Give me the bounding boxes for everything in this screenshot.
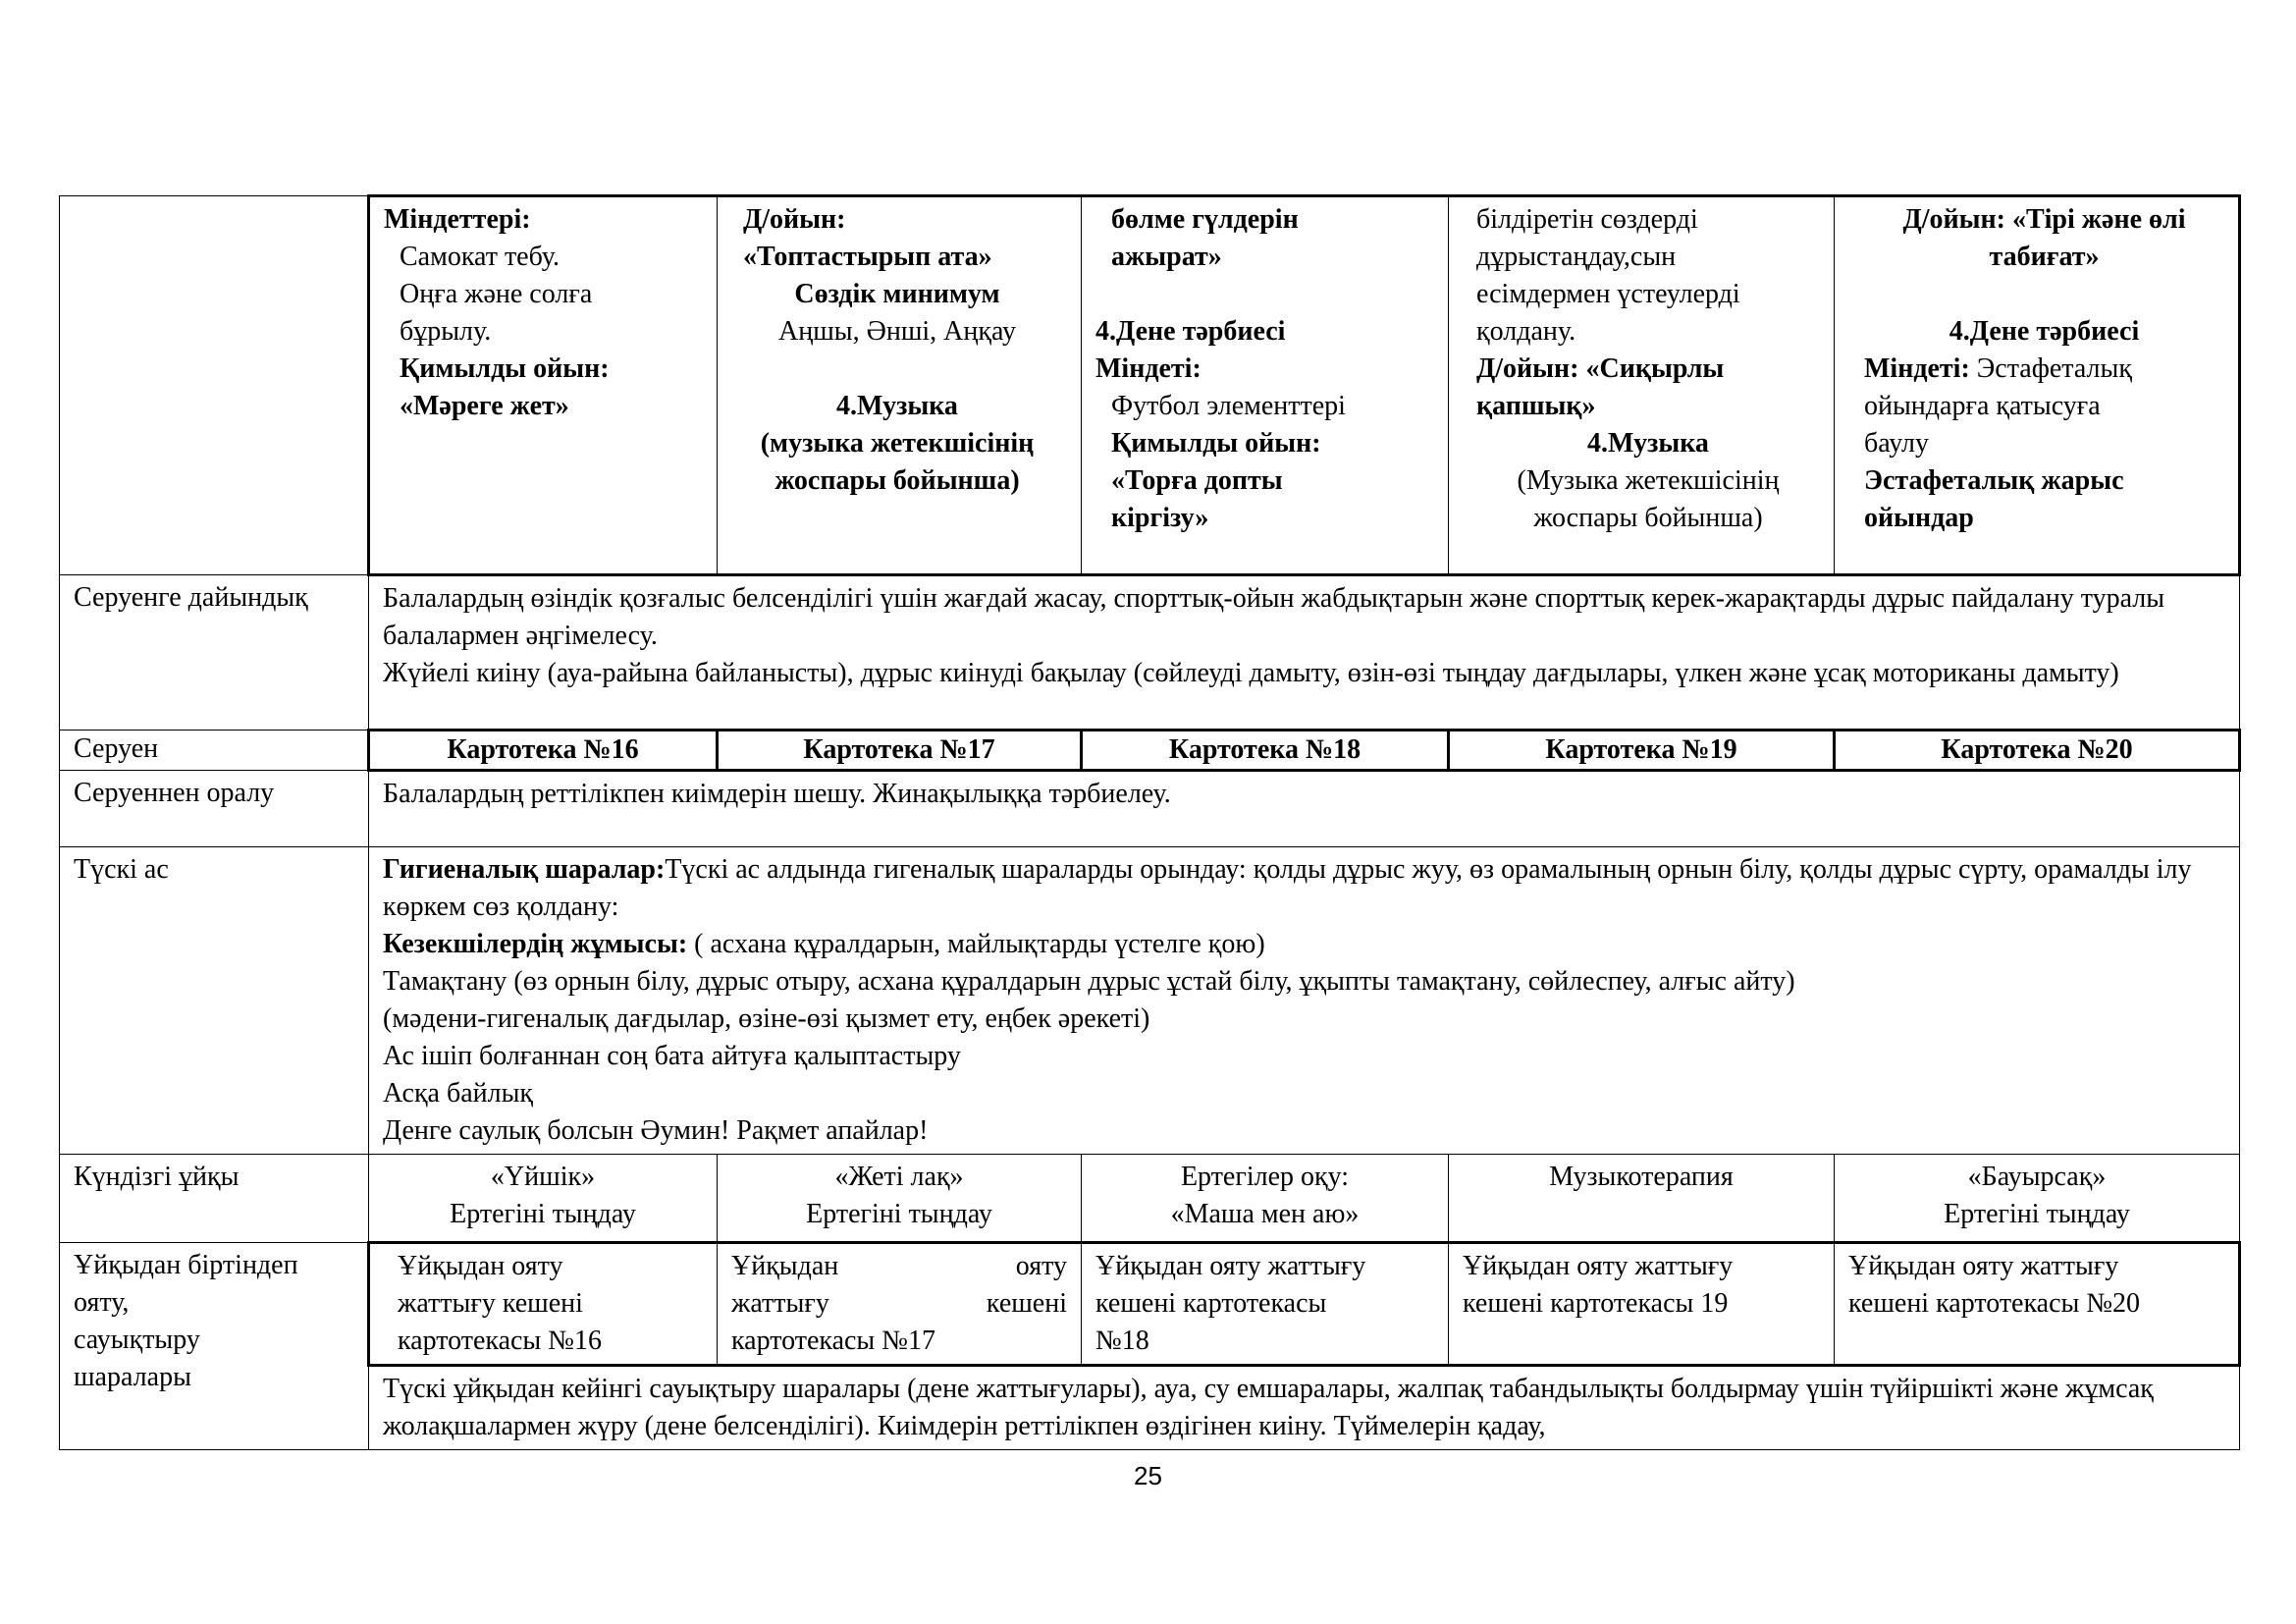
thu-line-5: Д/ойын: «Сиқырлы — [1476, 353, 1725, 384]
walk-label — [60, 731, 369, 771]
walk-card-thu: Картотека №19 — [1449, 731, 1835, 771]
lunch-duty-text: ( асхана құралдарын, майлықтарды үстелге қою) — [687, 929, 1265, 959]
tasks-tuesday — [718, 196, 1082, 575]
wake-thursday — [1449, 1243, 1835, 1366]
fri-line-4: 4.Дене тәрбиесі — [1949, 316, 2140, 347]
nap-label-text: Күндізгі ұйқы — [74, 1162, 240, 1192]
lunch-hygiene-title: Гигиеналық шаралар: — [383, 854, 666, 885]
thu-line-9: жоспары бойынша) — [1533, 503, 1763, 533]
nap-thursday — [1449, 1155, 1835, 1243]
wed-line-2: ажырат» — [1111, 242, 1222, 272]
wake-wed-3: №18 — [1095, 1326, 1149, 1356]
nap-monday — [369, 1155, 718, 1243]
tue-line-4: Аңшы, Әнші, Аңқау — [778, 316, 1016, 347]
nap-mon-2: Ертегіні тыңдау — [450, 1199, 636, 1229]
thu-line-6: қапшық» — [1476, 391, 1596, 421]
tasks-thursday — [1449, 196, 1835, 575]
wake-mon-1: Ұйқыдан ояту — [398, 1251, 563, 1281]
wake-thu-2: кешені картотекасы 19 — [1463, 1288, 1729, 1319]
wed-line-8: «Торға допты — [1111, 465, 1283, 496]
tue-gap — [743, 351, 1051, 388]
mon-line-1: Міндеттері: — [384, 204, 531, 235]
walk-prep-text-2: Жүйелі киіну (ауа-райына байланысты), дұрыс киінуді бақылау (сөйлеуді дамыту, өзін-өзі тыңдау дағдылары, үлкен және ұсақ моториканы дамыту) — [383, 658, 2119, 688]
tue-line-8: жоспары бойынша) — [774, 465, 1020, 496]
tue-line-6: 4.Музыка — [836, 391, 958, 421]
fri-line-5-rest: Эстафеталық — [1969, 353, 2132, 384]
wake-tue-2: жаттығу кешені — [731, 1288, 1067, 1319]
wed-line-7: Қимылды ойын: — [1111, 428, 1321, 459]
fri-line-7: баулу — [1864, 428, 1929, 459]
wake-label-2: ояту, — [74, 1287, 130, 1318]
wake-tue-3: картотекасы №17 — [731, 1326, 935, 1356]
wed-line-1: бөлме гүлдерін — [1111, 204, 1299, 235]
walk-card-mon: Картотека №16 — [369, 731, 718, 771]
lunch-bless: Ас ішіп болғаннан соң бата айтуға қалыптастыру — [383, 1041, 961, 1071]
walk-card-fri: Картотека №20 — [1835, 731, 2240, 771]
lunch-hygiene-text: Түскі ас алдында гигеналық шараларды орындау: қолды дұрыс жуу, өз орамалының орнын білу, қолды дұрыс сүрту, орамалды ілу көркем сөз қолдану: — [383, 854, 2192, 922]
mon-line-3: Оңға және солға — [400, 279, 593, 309]
lunch-plenty: Асқа байлық — [383, 1078, 534, 1109]
return-content: Балалардың реттілікпен киімдерін шешу. Жинақылыққа тәрбиелеу. — [369, 771, 2240, 847]
wake-wednesday — [1082, 1243, 1449, 1366]
tue-line-2: «Топтастырып ата» — [743, 242, 992, 272]
fri-line-1: Д/ойын: «Тірі және өлі — [1902, 204, 2186, 235]
tue-line-1: Д/ойын: — [743, 204, 846, 235]
tasks-friday — [1835, 196, 2240, 575]
mon-line-4: бұрылу. — [400, 316, 492, 347]
thu-line-2: дұрыстаңдау,сын — [1476, 242, 1677, 272]
mon-line-2: Самокат тебу. — [400, 242, 560, 272]
mon-line-6: «Мәреге жет» — [400, 391, 569, 421]
health-content: Түскі ұйқыдан кейінгі сауықтыру шаралары (дене жаттығулары), ауа, су емшаралары, жалпақ табандылықты болдырмау үшін түйіршікті және жұмсақ жолақшалармен жүру (дене белсенділігі). Киімдерін реттілікпен өздігінен киіну. Түймелерін қадау, — [369, 1366, 2240, 1450]
nap-friday — [1835, 1155, 2240, 1243]
nap-tue-1: «Жеті лақ» — [834, 1162, 964, 1192]
wed-line-9: кіргізу» — [1111, 503, 1209, 533]
mon-line-5: Қимылды ойын: — [400, 353, 610, 384]
tasks-label-cell — [60, 196, 369, 575]
wake-tuesday — [718, 1243, 1082, 1366]
lunch-duty — [383, 926, 2225, 963]
wake-row — [60, 1243, 2240, 1366]
fri-line-2: табиғат» — [1989, 242, 2100, 272]
walk-card-wed: Картотека №18 — [1082, 731, 1449, 771]
return-label — [60, 771, 369, 847]
walk-row — [60, 731, 2240, 771]
nap-fri-2: Ертегіні тыңдау — [1944, 1199, 2130, 1229]
fri-line-5-bold: Міндеті: — [1864, 353, 1970, 384]
fri-line-8: Эстафеталық жарыс — [1864, 465, 2124, 496]
lunch-duty-title: Кезекшілердің жұмысы: — [383, 929, 688, 959]
thu-line-1: білдіретін сөздерді — [1476, 204, 1698, 235]
walk-prep-row — [60, 575, 2240, 731]
wake-mon-2: жаттығу кешені — [398, 1288, 583, 1319]
fri-gap — [1864, 276, 2224, 313]
return-label-text: Серуеннен оралу — [74, 778, 275, 808]
fri-line-6: ойындарға қатысуға — [1864, 391, 2101, 421]
health-row — [60, 1366, 2240, 1450]
wake-label-3: сауықтыру — [74, 1325, 200, 1355]
wake-thu-1: Ұйқыдан ояту жаттығу — [1463, 1251, 1734, 1281]
nap-row — [60, 1155, 2240, 1243]
wake-tue-1: Ұйқыдан ояту — [731, 1251, 1067, 1281]
wake-wed-2: кешені картотекасы — [1095, 1288, 1327, 1319]
walk-prep-content — [369, 575, 2240, 731]
wed-line-4: 4.Дене тәрбиесі — [1095, 316, 1286, 347]
walk-card-tue: Картотека №17 — [718, 731, 1082, 771]
thu-line-3: есімдермен үстеулерді — [1476, 279, 1740, 309]
lunch-health: Денге саулық болсын Әумин! Рақмет апайлар! — [383, 1115, 929, 1146]
lunch-label-text: Түскі ас — [74, 854, 169, 885]
wake-friday — [1835, 1243, 2240, 1366]
tasks-wednesday — [1082, 196, 1449, 575]
wake-label — [60, 1243, 369, 1450]
wake-mon-3: картотекасы №16 — [398, 1326, 602, 1356]
wake-label-1: Ұйқыдан біртіндеп — [74, 1250, 298, 1280]
wake-fri-2: кешені картотекасы №20 — [1848, 1288, 2141, 1319]
nap-mon-1: «Үйшік» — [490, 1162, 596, 1192]
lunch-skills: (мәдени-гигеналық дағдылар, өзіне-өзі қызмет ету, еңбек әрекеті) — [383, 1003, 1150, 1034]
fri-line-5 — [1864, 351, 2224, 388]
lunch-eat: Тамақтану (өз орнын білу, дұрыс отыру, асхана құралдарын дұрыс ұстай білу, ұқыпты тамақтану, сөйлеспеу, алғыс айту) — [383, 966, 1795, 997]
return-row — [60, 771, 2240, 847]
lunch-content — [369, 847, 2240, 1155]
fri-line-9: ойындар — [1864, 503, 1974, 533]
thu-line-4: қолдану. — [1476, 316, 1576, 347]
wake-label-4: шаралары — [74, 1362, 191, 1392]
nap-wed-1: Ертегілер оқу: — [1180, 1162, 1350, 1192]
nap-tue-2: Ертегіні тыңдау — [806, 1199, 992, 1229]
tasks-row — [60, 196, 2240, 575]
walk-prep-label — [60, 575, 369, 731]
wed-line-6: Футбол элементтері — [1111, 391, 1346, 421]
thu-line-8: (Музыка жетекшісінің — [1517, 465, 1780, 496]
page-number: 25 — [1134, 1461, 1162, 1490]
tue-line-3: Сөздік минимум — [794, 279, 1000, 309]
wed-gap — [1095, 276, 1434, 313]
walk-prep-label-text: Серуенге дайындық — [74, 582, 308, 613]
tue-line-7: (музыка жетекшісінің — [760, 428, 1035, 459]
nap-wednesday — [1082, 1155, 1449, 1243]
walk-label-text: Серуен — [74, 733, 159, 764]
lunch-label — [60, 847, 369, 1155]
nap-label — [60, 1155, 369, 1243]
wake-monday — [369, 1243, 718, 1366]
wake-fri-1: Ұйқыдан ояту жаттығу — [1848, 1251, 2119, 1281]
wake-wed-1: Ұйқыдан ояту жаттығу — [1095, 1251, 1366, 1281]
walk-prep-text-1: Балалардың өзіндік қозғалыс белсенділігі үшін жағдай жасау, спорттық-ойын жабдықтарын және спорттық керек-жарақтарды дұрыс пайдалану туралы балалармен әңгімелесу. — [383, 583, 2165, 651]
thu-line-7: 4.Музыка — [1587, 428, 1709, 459]
wed-line-5: Міндеті: — [1095, 353, 1201, 384]
schedule-table — [59, 194, 2241, 1450]
nap-tuesday — [718, 1155, 1082, 1243]
nap-fri-1: «Бауырсақ» — [1967, 1162, 2107, 1192]
lunch-row — [60, 847, 2240, 1155]
nap-thu-1: Музыкотерапия — [1549, 1162, 1734, 1192]
nap-wed-2: «Маша мен аю» — [1170, 1199, 1360, 1229]
tasks-monday — [369, 196, 718, 575]
lunch-hygiene — [383, 851, 2225, 926]
